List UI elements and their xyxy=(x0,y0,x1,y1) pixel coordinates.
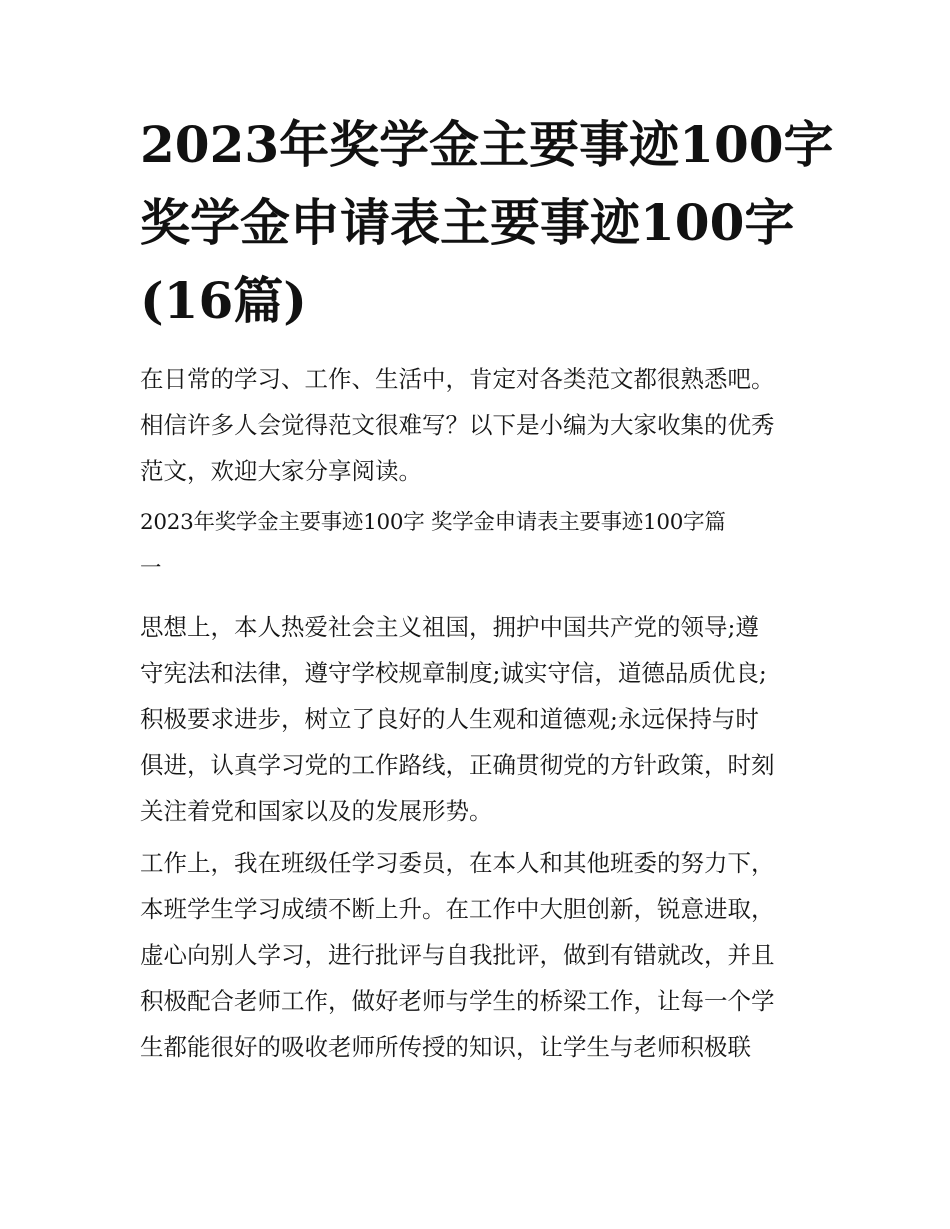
intro-line-3: 范文，欢迎大家分享阅读。 xyxy=(140,457,422,485)
section-heading-line-1: 2023年奖学金主要事迹100字 奖学金申请表主要事迹100字篇 xyxy=(140,510,726,535)
paragraph1-line-2: 守宪法和法律，遵守学校规章制度;诚实守信，道德品质优良; xyxy=(140,659,767,687)
title-line-1: 2023年奖学金主要事迹100字 xyxy=(140,115,834,174)
paragraph1-line-1: 思想上，本人热爱社会主义祖国，拥护中国共产党的领导;遵 xyxy=(140,613,759,641)
paragraph2-line-5: 生都能很好的吸收老师所传授的知识，让学生与老师积极联 xyxy=(140,1033,751,1061)
document-title xyxy=(140,106,834,340)
document-body xyxy=(140,356,830,1070)
section-heading xyxy=(140,500,830,592)
paragraph2-line-2: 本班学生学习成绩不断上升。在工作中大胆创新，锐意进取， xyxy=(140,895,775,923)
title-line-3: (16篇) xyxy=(140,271,307,330)
paragraph1-line-3: 积极要求进步，树立了良好的人生观和道德观;永远保持与时 xyxy=(140,705,759,733)
intro-line-1: 在日常的学习、工作、生活中，肯定对各类范文都很熟悉吧。 xyxy=(140,365,775,393)
paragraph2-line-1: 工作上，我在班级任学习委员，在本人和其他班委的努力下， xyxy=(140,849,775,877)
intro-line-2: 相信许多人会觉得范文很难写？以下是小编为大家收集的优秀 xyxy=(140,411,775,439)
title-line-2: 奖学金申请表主要事迹100字 xyxy=(140,193,795,252)
paragraph1-line-5: 关注着党和国家以及的发展形势。 xyxy=(140,797,493,825)
paragraph1-line-4: 俱进，认真学习党的工作路线，正确贯彻党的方针政策，时刻 xyxy=(140,751,775,779)
paragraph-thought xyxy=(140,604,830,834)
paragraph2-line-3: 虚心向别人学习，进行批评与自我批评，做到有错就改，并且 xyxy=(140,941,775,969)
paragraph2-line-4: 积极配合老师工作，做好老师与学生的桥梁工作，让每一个学 xyxy=(140,987,775,1015)
section-heading-line-2: 一 xyxy=(140,556,162,581)
intro-paragraph xyxy=(140,356,830,494)
paragraph-work xyxy=(140,840,830,1070)
